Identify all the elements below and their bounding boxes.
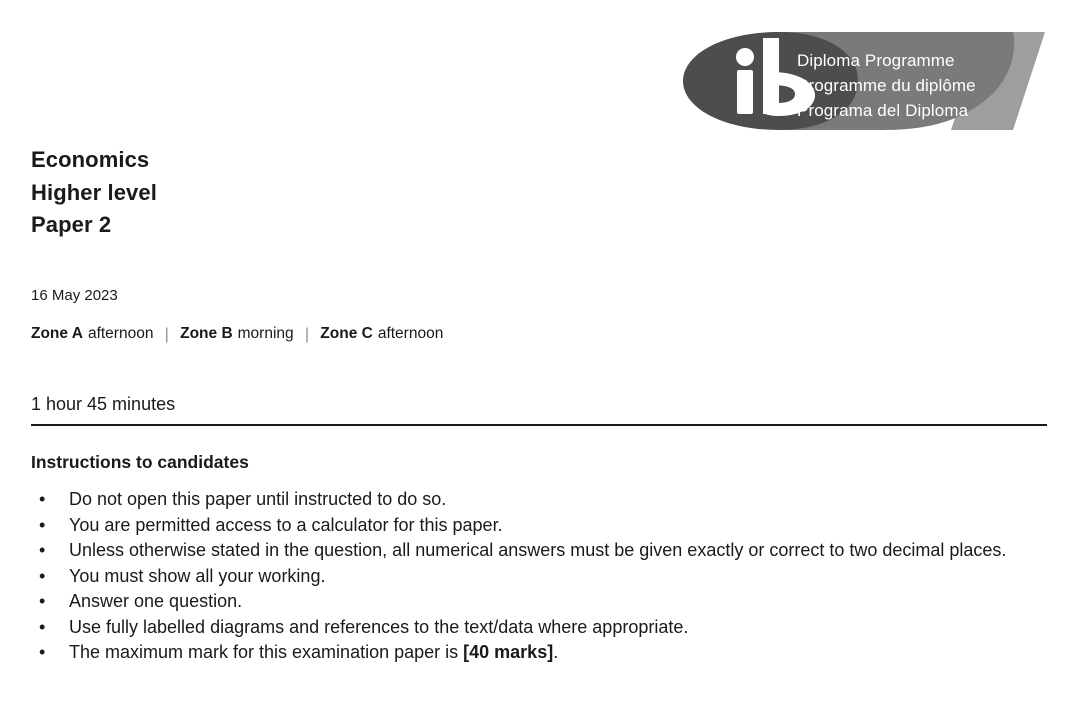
zone-b-time: morning bbox=[237, 325, 294, 342]
instruction-text: You are permitted access to a calculator for this paper. bbox=[69, 514, 503, 535]
exam-date: 16 May 2023 bbox=[31, 287, 118, 304]
title-level: Higher level bbox=[31, 179, 157, 205]
zone-a-time: afternoon bbox=[87, 325, 154, 342]
ib-logo-line-es: Programa del Diploma bbox=[797, 101, 969, 120]
instructions-heading: Instructions to candidates bbox=[31, 452, 249, 472]
title-paper: Paper 2 bbox=[31, 212, 112, 237]
zone-separator-2: | bbox=[304, 326, 309, 343]
bullet-icon: • bbox=[39, 591, 46, 611]
instruction-text: You must show all your working. bbox=[69, 565, 326, 586]
list-item bbox=[31, 589, 1047, 614]
max-mark-value: [40 marks] bbox=[463, 642, 554, 662]
exam-duration: 1 hour 45 minutes bbox=[31, 394, 176, 414]
instruction-text: Use fully labelled diagrams and references to the text/data where appropriate. bbox=[69, 616, 689, 637]
ib-logo-text bbox=[797, 48, 976, 123]
list-item bbox=[31, 538, 1047, 563]
zone-a bbox=[31, 325, 153, 342]
bullet-icon: • bbox=[39, 489, 46, 509]
list-item bbox=[31, 513, 1047, 538]
zone-c-time: afternoon bbox=[377, 325, 444, 342]
zone-c bbox=[320, 325, 443, 342]
list-item bbox=[31, 615, 1047, 640]
bullet-icon: • bbox=[39, 616, 46, 637]
horizontal-divider bbox=[31, 424, 1047, 426]
ib-logo-line-en: Diploma Programme bbox=[797, 51, 955, 70]
bullet-icon: • bbox=[39, 514, 46, 535]
instruction-text: Unless otherwise stated in the question, all numerical answers must be given exactly or correct to two decimal places. bbox=[69, 540, 1007, 560]
page-title bbox=[31, 144, 157, 242]
zone-a-name: Zone A bbox=[31, 325, 83, 342]
instructions-list bbox=[31, 487, 1047, 666]
bullet-icon: • bbox=[39, 642, 46, 662]
list-item bbox=[31, 564, 1047, 589]
ib-logo-line-fr: Programme du diplôme bbox=[797, 76, 976, 95]
instruction-text: Answer one question. bbox=[69, 591, 243, 611]
zone-b bbox=[180, 325, 294, 342]
zone-separator-1: | bbox=[164, 326, 169, 343]
instruction-text-marks bbox=[69, 640, 1047, 665]
instruction-text-lead: The maximum mark for this examination paper is bbox=[69, 642, 464, 662]
instruction-text-tail: . bbox=[553, 642, 559, 662]
title-subject: Economics bbox=[31, 147, 150, 172]
zone-c-name: Zone C bbox=[320, 325, 373, 342]
instruction-text: Do not open this paper until instructed to do so. bbox=[69, 489, 447, 509]
ib-logo bbox=[683, 32, 1045, 130]
list-item bbox=[31, 640, 1047, 665]
exam-zones bbox=[31, 323, 443, 344]
bullet-icon: • bbox=[39, 540, 46, 560]
list-item bbox=[31, 487, 1047, 512]
bullet-icon: • bbox=[39, 565, 46, 586]
zone-b-name: Zone B bbox=[180, 325, 233, 342]
